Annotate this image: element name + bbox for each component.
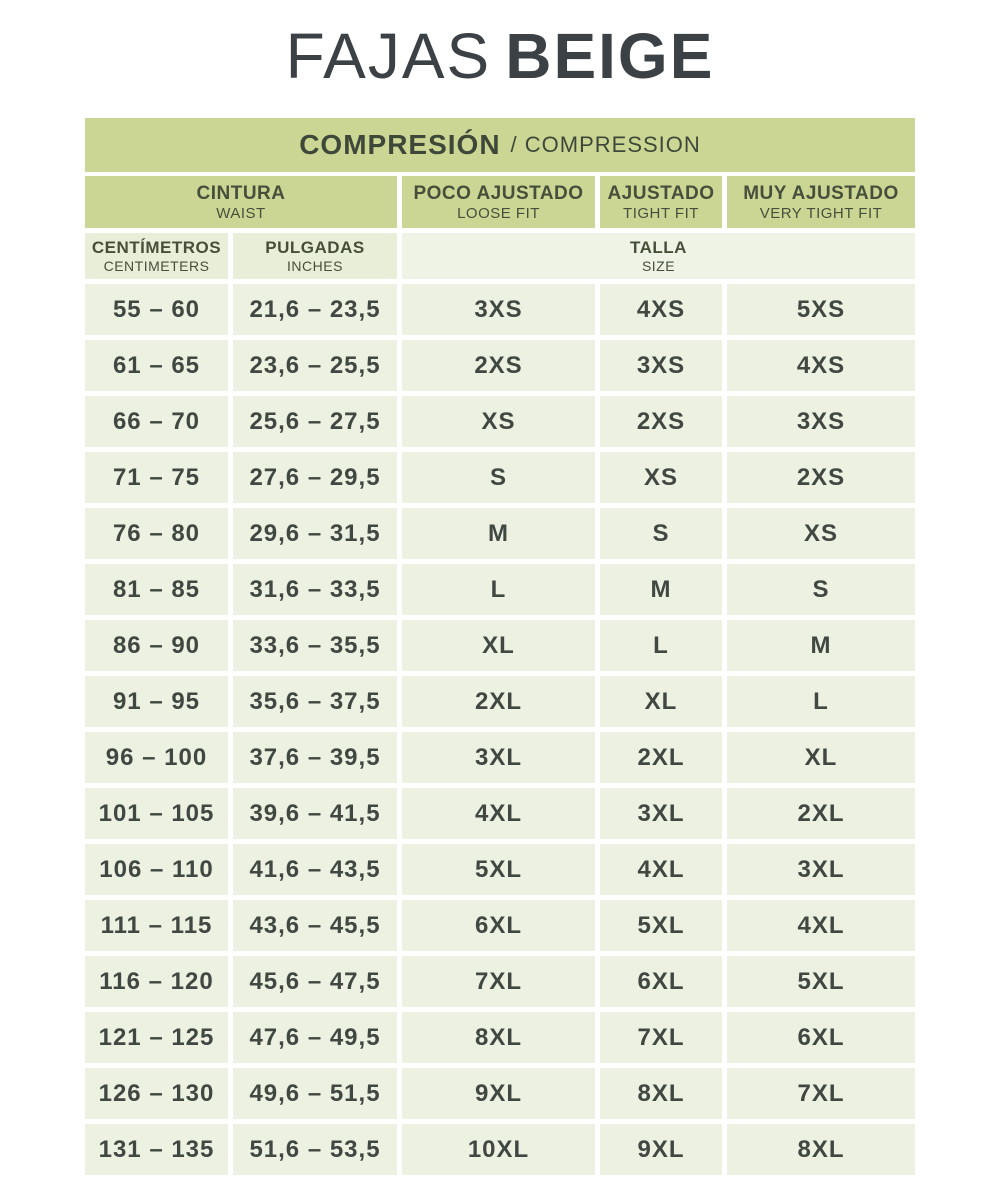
- loose-size-cell: 8XL: [402, 1012, 595, 1063]
- header-very-tight-fit-es: MUY AJUSTADO: [743, 182, 899, 204]
- very-tight-size-cell: 3XS: [727, 396, 915, 447]
- header-loose-fit-es: POCO AJUSTADO: [413, 182, 584, 204]
- cm-range-cell: 126 – 130: [85, 1068, 228, 1119]
- header-size-es: TALLA: [630, 238, 687, 257]
- cm-range-cell: 131 – 135: [85, 1124, 228, 1175]
- very-tight-size-cell: L: [727, 676, 915, 727]
- banner-title-es: COMPRESIÓN: [299, 129, 501, 160]
- loose-size-cell: 9XL: [402, 1068, 595, 1119]
- cm-range-cell: 91 – 95: [85, 676, 228, 727]
- cm-range-cell: 111 – 115: [85, 900, 228, 951]
- loose-size-cell: XL: [402, 620, 595, 671]
- very-tight-size-cell: XL: [727, 732, 915, 783]
- inch-range-cell: 45,6 – 47,5: [233, 956, 397, 1007]
- header-centimeters-es: CENTÍMETROS: [91, 238, 222, 257]
- tight-size-cell: 9XL: [600, 1124, 722, 1175]
- very-tight-size-cell: 8XL: [727, 1124, 915, 1175]
- inch-range-cell: 37,6 – 39,5: [233, 732, 397, 783]
- very-tight-size-cell: 5XL: [727, 956, 915, 1007]
- tight-size-cell: 3XS: [600, 340, 722, 391]
- very-tight-size-cell: 4XL: [727, 900, 915, 951]
- cm-range-cell: 121 – 125: [85, 1012, 228, 1063]
- cm-range-cell: 106 – 110: [85, 844, 228, 895]
- header-tight-fit: [600, 176, 722, 228]
- header-tight-fit-es: AJUSTADO: [607, 182, 715, 204]
- loose-size-cell: 6XL: [402, 900, 595, 951]
- header-very-tight-fit: [727, 176, 915, 228]
- tight-size-cell: XL: [600, 676, 722, 727]
- loose-size-cell: XS: [402, 396, 595, 447]
- very-tight-size-cell: 5XS: [727, 284, 915, 335]
- loose-size-cell: 4XL: [402, 788, 595, 839]
- inch-range-cell: 21,6 – 23,5: [233, 284, 397, 335]
- tight-size-cell: L: [600, 620, 722, 671]
- cm-range-cell: 76 – 80: [85, 508, 228, 559]
- cm-range-cell: 81 – 85: [85, 564, 228, 615]
- header-size-en: SIZE: [641, 258, 676, 274]
- size-chart-sheet: [85, 118, 915, 1175]
- loose-size-cell: 2XL: [402, 676, 595, 727]
- very-tight-size-cell: 2XL: [727, 788, 915, 839]
- tight-size-cell: 5XL: [600, 900, 722, 951]
- header-very-tight-fit-en: VERY TIGHT FIT: [759, 204, 883, 222]
- inch-range-cell: 33,6 – 35,5: [233, 620, 397, 671]
- inch-range-cell: 25,6 – 27,5: [233, 396, 397, 447]
- loose-size-cell: 7XL: [402, 956, 595, 1007]
- tight-size-cell: 7XL: [600, 1012, 722, 1063]
- tight-size-cell: 2XL: [600, 732, 722, 783]
- very-tight-size-cell: 6XL: [727, 1012, 915, 1063]
- very-tight-size-cell: 4XS: [727, 340, 915, 391]
- header-tight-fit-en: TIGHT FIT: [623, 204, 699, 222]
- inch-range-cell: 47,6 – 49,5: [233, 1012, 397, 1063]
- page-title-variant: BEIGE: [505, 20, 715, 92]
- very-tight-size-cell: 2XS: [727, 452, 915, 503]
- cm-range-cell: 71 – 75: [85, 452, 228, 503]
- cm-range-cell: 86 – 90: [85, 620, 228, 671]
- cm-range-cell: 55 – 60: [85, 284, 228, 335]
- loose-size-cell: 2XS: [402, 340, 595, 391]
- inch-range-cell: 29,6 – 31,5: [233, 508, 397, 559]
- very-tight-size-cell: 3XL: [727, 844, 915, 895]
- page-title: [0, 20, 1000, 92]
- inch-range-cell: 51,6 – 53,5: [233, 1124, 397, 1175]
- size-table: [85, 176, 915, 1175]
- inch-range-cell: 49,6 – 51,5: [233, 1068, 397, 1119]
- loose-size-cell: M: [402, 508, 595, 559]
- tight-size-cell: 6XL: [600, 956, 722, 1007]
- loose-size-cell: 10XL: [402, 1124, 595, 1175]
- compression-banner: [85, 118, 915, 172]
- header-waist-es: CINTURA: [196, 182, 286, 204]
- very-tight-size-cell: 7XL: [727, 1068, 915, 1119]
- loose-size-cell: 3XL: [402, 732, 595, 783]
- header-centimeters: [85, 233, 228, 279]
- loose-size-cell: S: [402, 452, 595, 503]
- banner-title-en: / COMPRESSION: [510, 132, 701, 157]
- inch-range-cell: 43,6 – 45,5: [233, 900, 397, 951]
- header-inches: [233, 233, 397, 279]
- loose-size-cell: 5XL: [402, 844, 595, 895]
- cm-range-cell: 96 – 100: [85, 732, 228, 783]
- header-loose-fit-en: LOOSE FIT: [457, 204, 540, 222]
- header-loose-fit: [402, 176, 595, 228]
- tight-size-cell: S: [600, 508, 722, 559]
- very-tight-size-cell: M: [727, 620, 915, 671]
- tight-size-cell: 4XL: [600, 844, 722, 895]
- header-inches-en: INCHES: [287, 258, 343, 274]
- header-waist: [85, 176, 397, 228]
- tight-size-cell: 2XS: [600, 396, 722, 447]
- header-centimeters-en: CENTIMETERS: [103, 258, 210, 274]
- header-inches-es: PULGADAS: [265, 238, 365, 257]
- cm-range-cell: 116 – 120: [85, 956, 228, 1007]
- loose-size-cell: L: [402, 564, 595, 615]
- very-tight-size-cell: S: [727, 564, 915, 615]
- header-size: [402, 233, 915, 279]
- tight-size-cell: 3XL: [600, 788, 722, 839]
- tight-size-cell: 8XL: [600, 1068, 722, 1119]
- cm-range-cell: 61 – 65: [85, 340, 228, 391]
- tight-size-cell: XS: [600, 452, 722, 503]
- loose-size-cell: 3XS: [402, 284, 595, 335]
- header-waist-en: WAIST: [216, 204, 266, 222]
- tight-size-cell: M: [600, 564, 722, 615]
- tight-size-cell: 4XS: [600, 284, 722, 335]
- inch-range-cell: 23,6 – 25,5: [233, 340, 397, 391]
- inch-range-cell: 35,6 – 37,5: [233, 676, 397, 727]
- inch-range-cell: 31,6 – 33,5: [233, 564, 397, 615]
- inch-range-cell: 39,6 – 41,5: [233, 788, 397, 839]
- cm-range-cell: 66 – 70: [85, 396, 228, 447]
- very-tight-size-cell: XS: [727, 508, 915, 559]
- cm-range-cell: 101 – 105: [85, 788, 228, 839]
- inch-range-cell: 27,6 – 29,5: [233, 452, 397, 503]
- inch-range-cell: 41,6 – 43,5: [233, 844, 397, 895]
- page-title-brand: FAJAS: [285, 20, 492, 92]
